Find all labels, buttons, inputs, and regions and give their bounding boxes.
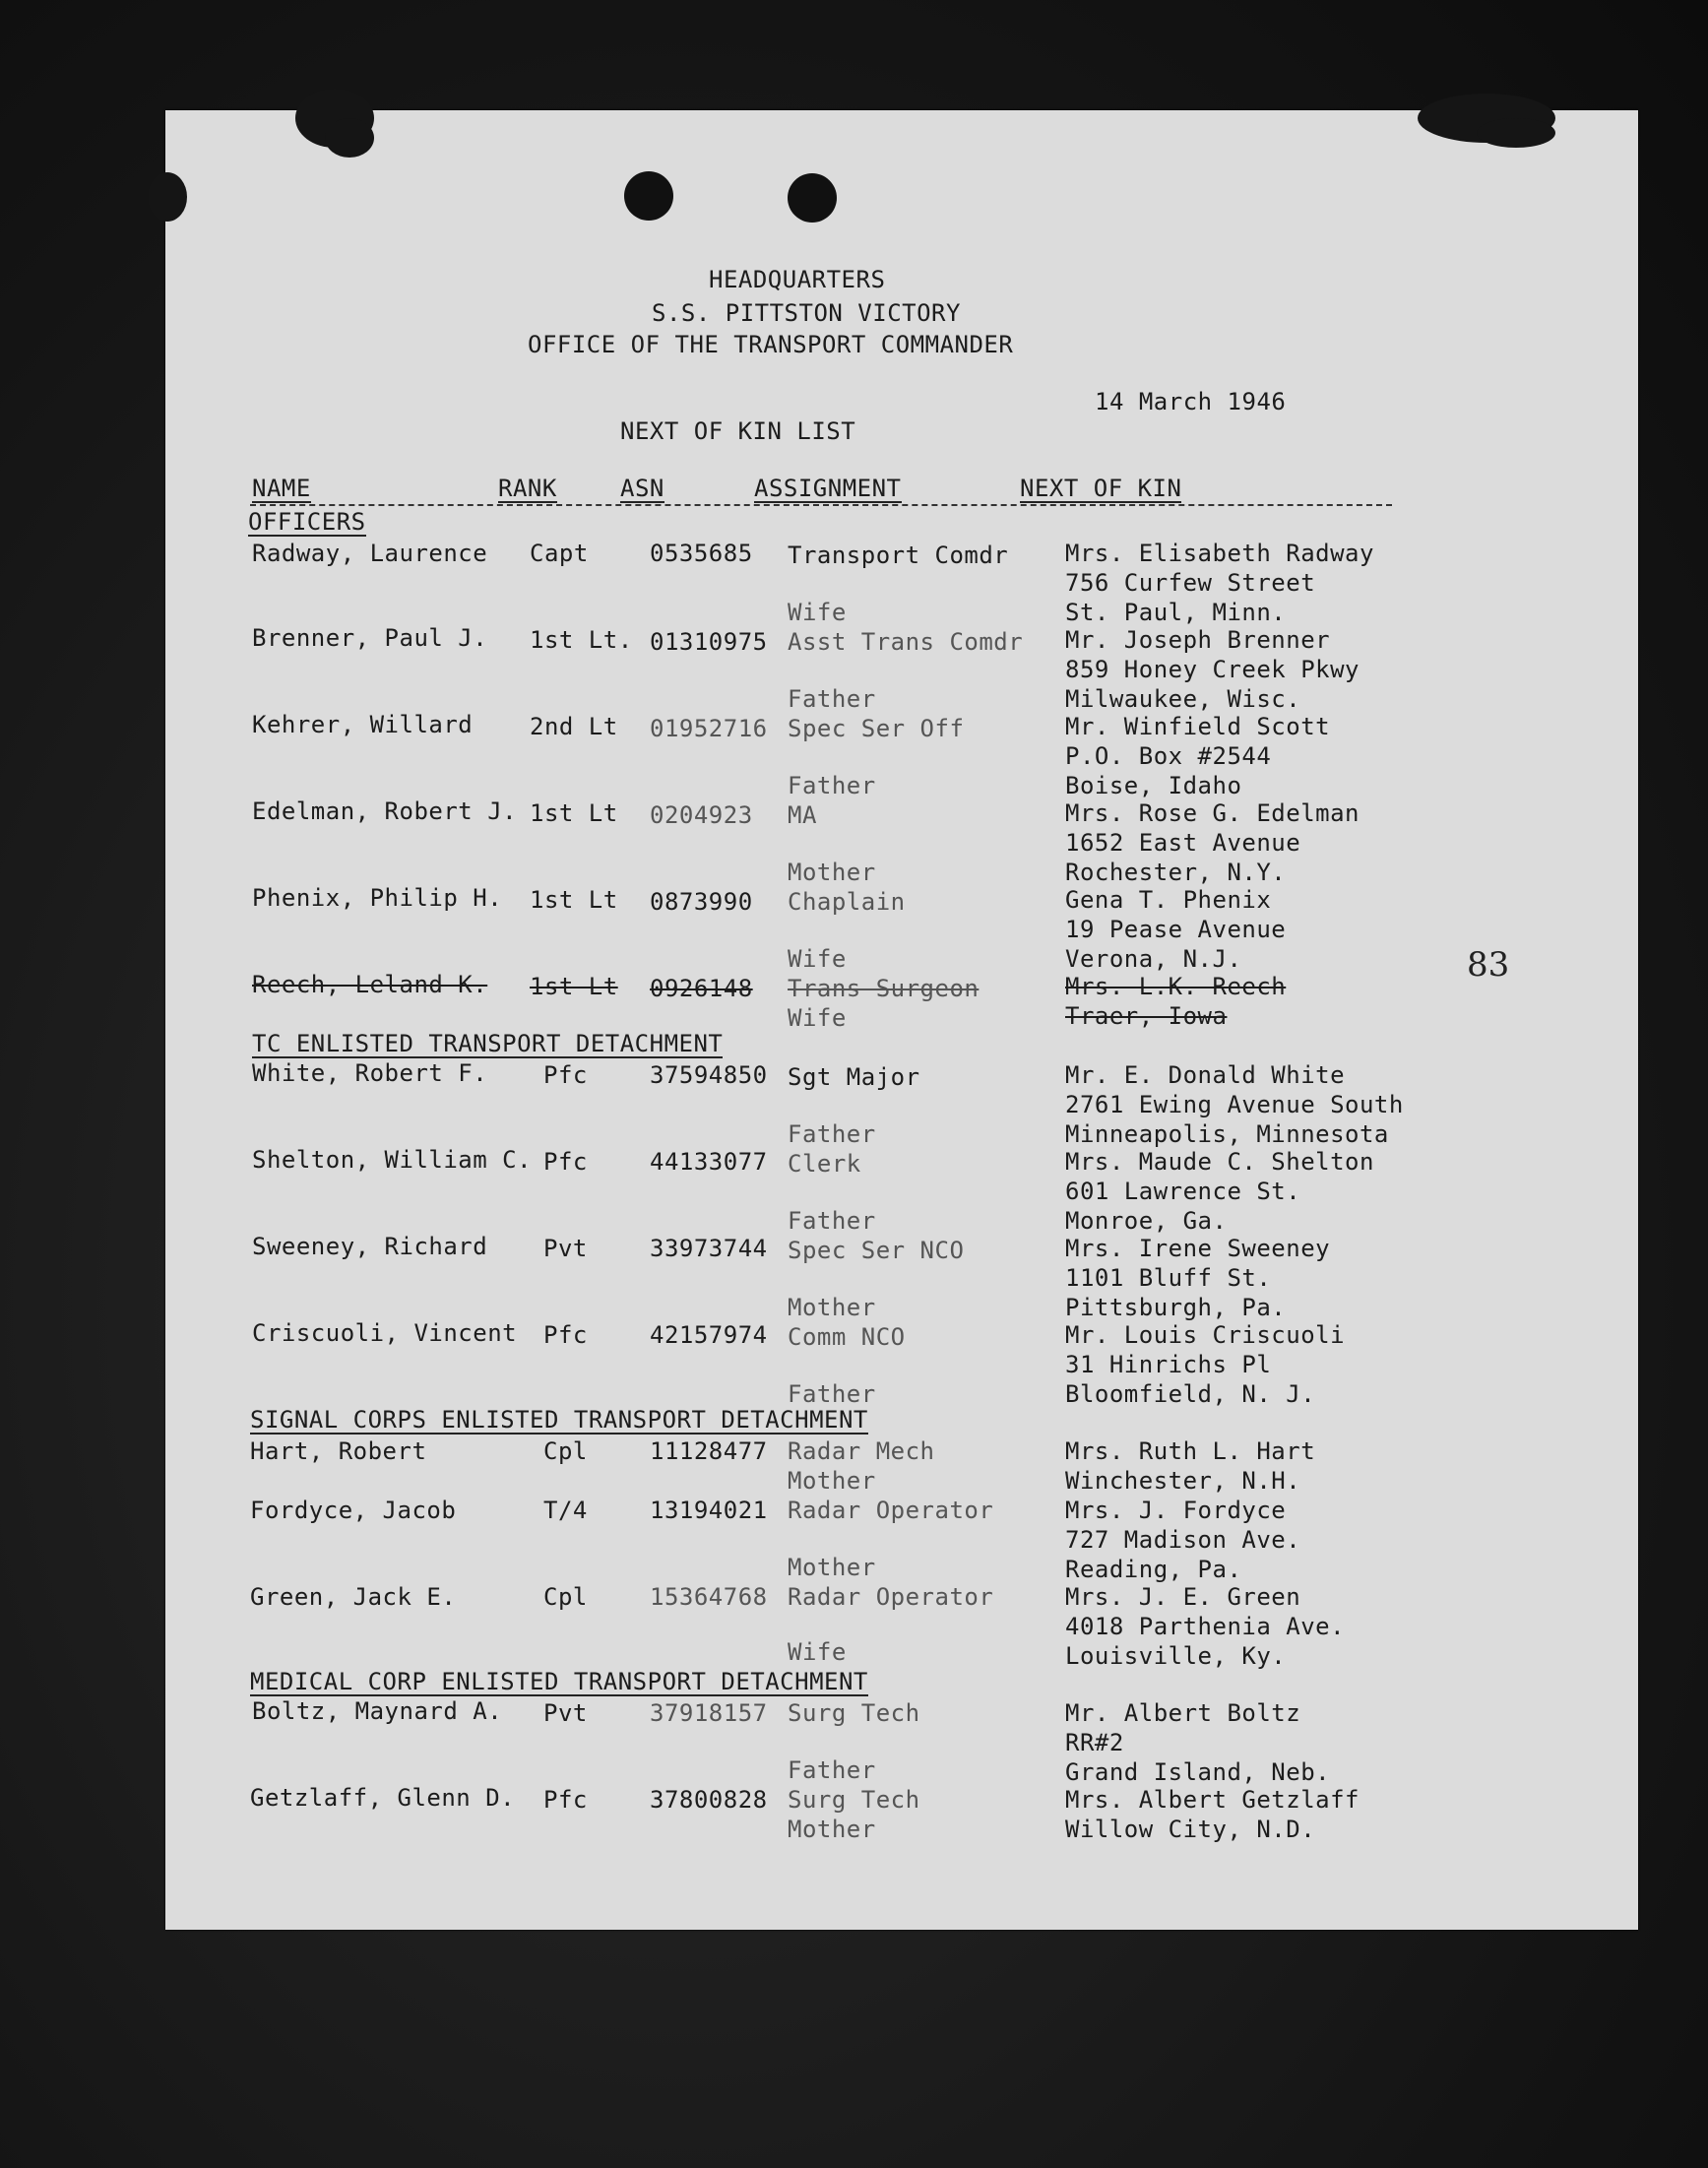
kin-line: Mrs. Elisabeth Radway <box>1065 540 1374 567</box>
entry-assignment: Surg Tech <box>788 1786 920 1814</box>
entry-relation: Father <box>788 1207 876 1235</box>
entry-rank: 1st Lt. <box>530 626 633 654</box>
entry-asn: 33973744 <box>650 1235 768 1262</box>
kin-line: Gena T. Phenix <box>1065 886 1272 914</box>
entry-name: Fordyce, Jacob <box>250 1497 457 1524</box>
document-page <box>165 110 1638 1930</box>
entry-rank: 2nd Lt <box>530 713 618 740</box>
kin-line: Pittsburgh, Pa. <box>1065 1294 1287 1321</box>
kin-line: 756 Curfew Street <box>1065 569 1316 597</box>
kin-line: Bloomfield, N. J. <box>1065 1380 1316 1408</box>
entry-assignment: Radar Operator <box>788 1497 994 1524</box>
entry-asn: 0535685 <box>650 540 753 567</box>
entry-name: Shelton, William C. <box>252 1146 533 1174</box>
entry-name: Reech, Leland K. <box>252 971 488 998</box>
entry-assignment: Asst Trans Comdr <box>788 628 1024 656</box>
entry-relation: Father <box>788 1756 876 1784</box>
section-heading-signal-corps: SIGNAL CORPS ENLISTED TRANSPORT DETACHMENT <box>250 1406 868 1434</box>
kin-line: Mrs. Albert Getzlaff <box>1065 1786 1360 1814</box>
kin-line: Mr. E. Donald White <box>1065 1061 1346 1089</box>
kin-line: 1101 Bluff St. <box>1065 1264 1272 1292</box>
entry-name: Edelman, Robert J. <box>252 797 518 825</box>
document-title: NEXT OF KIN LIST <box>620 417 856 445</box>
entry-assignment: Comm NCO <box>788 1323 906 1351</box>
entry-assignment: Surg Tech <box>788 1699 920 1727</box>
entry-name: Brenner, Paul J. <box>252 624 488 652</box>
entry-rank: 1st Lt <box>530 886 618 914</box>
entry-rank: T/4 <box>543 1497 588 1524</box>
entry-relation: Father <box>788 685 876 713</box>
kin-line: Mrs. Ruth L. Hart <box>1065 1437 1316 1465</box>
document-date: 14 March 1946 <box>1095 388 1287 415</box>
kin-line: St. Paul, Minn. <box>1065 599 1287 626</box>
entry-relation: Father <box>788 1120 876 1148</box>
entry-assignment: Spec Ser NCO <box>788 1237 965 1264</box>
entry-rank: Cpl <box>543 1437 588 1465</box>
entry-asn: 11128477 <box>650 1437 768 1465</box>
section-heading-officers: OFFICERS <box>248 508 366 536</box>
entry-assignment: Trans Surgeon <box>788 975 980 1002</box>
entry-asn: 0873990 <box>650 888 753 916</box>
entry-name: Sweeney, Richard <box>252 1233 488 1260</box>
kin-line: P.O. Box #2544 <box>1065 742 1272 770</box>
entry-name: Radway, Laurence <box>252 540 488 567</box>
kin-line: Willow City, N.D. <box>1065 1816 1316 1843</box>
entry-asn: 15364768 <box>650 1583 768 1611</box>
entry-assignment: Radar Operator <box>788 1583 994 1611</box>
entry-relation: Wife <box>788 945 847 973</box>
kin-line: Mrs. L.K. Reech <box>1065 973 1287 1000</box>
kin-line: 727 Madison Ave. <box>1065 1526 1301 1554</box>
entry-asn: 01952716 <box>650 715 768 742</box>
entry-rank: Pvt <box>543 1699 588 1727</box>
entry-assignment: Radar Mech <box>788 1437 935 1465</box>
column-header-assignment: ASSIGNMENT <box>754 475 902 502</box>
kin-line: Louisville, Ky. <box>1065 1642 1287 1670</box>
kin-line: 19 Pease Avenue <box>1065 916 1287 943</box>
kin-line: Mr. Albert Boltz <box>1065 1699 1301 1727</box>
entry-rank: Pfc <box>543 1321 588 1349</box>
entry-asn: 01310975 <box>650 628 768 656</box>
kin-line: Mrs. J. Fordyce <box>1065 1497 1287 1524</box>
entry-asn: 37918157 <box>650 1699 768 1727</box>
entry-rank: Cpl <box>543 1583 588 1611</box>
entry-rank: Capt <box>530 540 589 567</box>
kin-line: Grand Island, Neb. <box>1065 1758 1331 1786</box>
entry-relation: Mother <box>788 1554 876 1581</box>
entry-relation: Wife <box>788 1638 847 1666</box>
kin-line: Reading, Pa. <box>1065 1556 1242 1583</box>
entry-relation: Wife <box>788 599 847 626</box>
entry-relation: Mother <box>788 1816 876 1843</box>
kin-line: Mrs. Maude C. Shelton <box>1065 1148 1374 1176</box>
entry-relation: Mother <box>788 859 876 886</box>
entry-assignment: Clerk <box>788 1150 861 1178</box>
column-header-next-of-kin: NEXT OF KIN <box>1020 475 1182 502</box>
punch-hole <box>788 173 837 223</box>
entry-asn: 37800828 <box>650 1786 768 1814</box>
entry-asn: 37594850 <box>650 1061 768 1089</box>
header-office: OFFICE OF THE TRANSPORT COMMANDER <box>528 331 1014 358</box>
entry-relation: Wife <box>788 1004 847 1032</box>
kin-line: 4018 Parthenia Ave. <box>1065 1613 1346 1640</box>
entry-name: White, Robert F. <box>252 1059 488 1087</box>
entry-rank: 1st Lt <box>530 799 618 827</box>
paper-tear <box>148 172 187 222</box>
entry-assignment: Sgt Major <box>788 1063 920 1091</box>
kin-line: Rochester, N.Y. <box>1065 859 1287 886</box>
entry-asn: 44133077 <box>650 1148 768 1176</box>
kin-line: 1652 East Avenue <box>1065 829 1301 857</box>
kin-line: Mr. Joseph Brenner <box>1065 626 1331 654</box>
column-header-rank: RANK <box>498 475 557 502</box>
entry-name: Phenix, Philip H. <box>252 884 503 912</box>
entry-relation: Father <box>788 1380 876 1408</box>
kin-line: 859 Honey Creek Pkwy <box>1065 656 1360 683</box>
entry-asn: 0926148 <box>650 975 753 1002</box>
entry-name: Getzlaff, Glenn D. <box>250 1784 516 1812</box>
section-heading-tc-enlisted: TC ENLISTED TRANSPORT DETACHMENT <box>252 1030 724 1057</box>
kin-line: Mr. Winfield Scott <box>1065 713 1331 740</box>
paper-tear <box>325 118 374 158</box>
kin-line: Monroe, Ga. <box>1065 1207 1228 1235</box>
entry-name: Boltz, Maynard A. <box>252 1697 503 1725</box>
kin-line: Mr. Louis Criscuoli <box>1065 1321 1346 1349</box>
entry-name: Green, Jack E. <box>250 1583 457 1611</box>
kin-line: Minneapolis, Minnesota <box>1065 1120 1389 1148</box>
column-header-name: NAME <box>252 475 311 502</box>
header-headquarters: HEADQUARTERS <box>709 266 886 293</box>
page-number: 83 <box>1467 945 1510 985</box>
entry-relation: Mother <box>788 1467 876 1495</box>
kin-line: Traer, Iowa <box>1065 1002 1228 1030</box>
kin-line: Milwaukee, Wisc. <box>1065 685 1301 713</box>
kin-line: 31 Hinrichs Pl <box>1065 1351 1272 1378</box>
entry-assignment: Transport Comdr <box>788 542 1009 569</box>
section-heading-medical-corp: MEDICAL CORP ENLISTED TRANSPORT DETACHMENT <box>250 1668 868 1695</box>
entry-rank: 1st Lt <box>530 973 618 1000</box>
entry-asn: 13194021 <box>650 1497 768 1524</box>
entry-name: Hart, Robert <box>250 1437 427 1465</box>
entry-name: Criscuoli, Vincent <box>252 1319 518 1347</box>
entry-assignment: Chaplain <box>788 888 906 916</box>
kin-line: 601 Lawrence St. <box>1065 1178 1301 1205</box>
kin-line: Mrs. Rose G. Edelman <box>1065 799 1360 827</box>
kin-line: Winchester, N.H. <box>1065 1467 1301 1495</box>
kin-line: Boise, Idaho <box>1065 772 1242 799</box>
entry-rank: Pfc <box>543 1061 588 1089</box>
entry-asn: 42157974 <box>650 1321 768 1349</box>
entry-name: Kehrer, Willard <box>252 711 474 738</box>
paper-tear <box>1477 118 1555 148</box>
kin-line: Mrs. J. E. Green <box>1065 1583 1301 1611</box>
entry-relation: Father <box>788 772 876 799</box>
kin-line: 2761 Ewing Avenue South <box>1065 1091 1404 1118</box>
entry-asn: 0204923 <box>650 801 753 829</box>
entry-assignment: MA <box>788 801 817 829</box>
header-ship-name: S.S. PITTSTON VICTORY <box>652 299 961 327</box>
column-header-asn: ASN <box>620 475 664 502</box>
entry-rank: Pvt <box>543 1235 588 1262</box>
entry-rank: Pfc <box>543 1148 588 1176</box>
punch-hole <box>624 171 673 221</box>
entry-assignment: Spec Ser Off <box>788 715 965 742</box>
header-rule <box>250 504 1392 506</box>
entry-rank: Pfc <box>543 1786 588 1814</box>
entry-relation: Mother <box>788 1294 876 1321</box>
kin-line: Verona, N.J. <box>1065 945 1242 973</box>
kin-line: Mrs. Irene Sweeney <box>1065 1235 1331 1262</box>
kin-line: RR#2 <box>1065 1729 1124 1756</box>
